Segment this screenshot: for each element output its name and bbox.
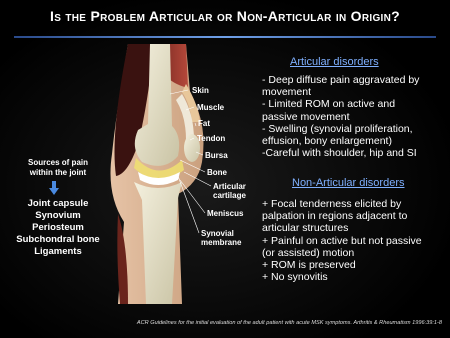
sources-line2: within the joint [29,167,87,177]
tissue-item: Synovium [35,210,81,221]
non-articular-item: + No synovitis [262,271,328,284]
non-articular-item: articular structures [262,222,349,235]
non-articular-item: (or assisted) motion [262,246,355,259]
label-muscle: Muscle [197,103,225,112]
tissue-item: Periosteum [32,222,84,233]
label-fat: Fat [198,119,210,128]
articular-item: effusion, bony enlargement) [262,135,392,148]
sources-line1: Sources of pain [27,158,88,167]
label-synovial-line1: Synovial [201,229,234,238]
label-articular-line2: cartilage [213,191,246,200]
label-articular-line1: Articular [213,182,246,191]
non-articular-list [262,198,422,283]
label-skin: Skin [192,86,209,95]
tissue-item: Subchondral bone [16,234,100,245]
non-articular-item: + Focal tenderness elicited by [262,198,402,210]
articular-heading: Articular disorders [290,56,379,68]
non-articular-item: palpation in regions adjacent to [262,210,408,223]
articular-item: - Swelling (synovial proliferation, [262,122,413,135]
sources-of-pain-caption [8,158,108,177]
articular-item: - Limited ROM on active and [262,98,396,111]
label-bursa: Bursa [205,151,228,160]
label-bone: Bone [207,168,227,177]
non-articular-item: + ROM is preserved [262,259,356,272]
articular-item: - Deep diffuse pain aggravated by [262,74,420,86]
articular-item: movement [262,86,312,99]
non-articular-heading: Non-Articular disorders [292,177,405,189]
pain-source-tissues [6,198,110,258]
label-tendon: Tendon [197,134,226,143]
articular-list [262,74,419,159]
arrow-down-icon [49,181,59,195]
citation-footer: ACR Guidelines for the initial evaluation of the adult patient with acute MSK symptoms. Arthritis & Rheumatism 1996:39:1-8 [136,320,442,326]
label-meniscus: Meniscus [207,209,244,218]
articular-item: passive movement [262,110,350,123]
slide-title: Is the Problem Articular or Non-Articular in Origin? [50,8,400,24]
articular-item: -Careful with shoulder, hip and SI [262,147,417,160]
label-synovial-line2: membrane [201,238,242,247]
tissue-item: Joint capsule [27,198,89,209]
tissue-item: Ligaments [34,246,82,257]
non-articular-item: + Painful on active but not passive [262,234,422,247]
